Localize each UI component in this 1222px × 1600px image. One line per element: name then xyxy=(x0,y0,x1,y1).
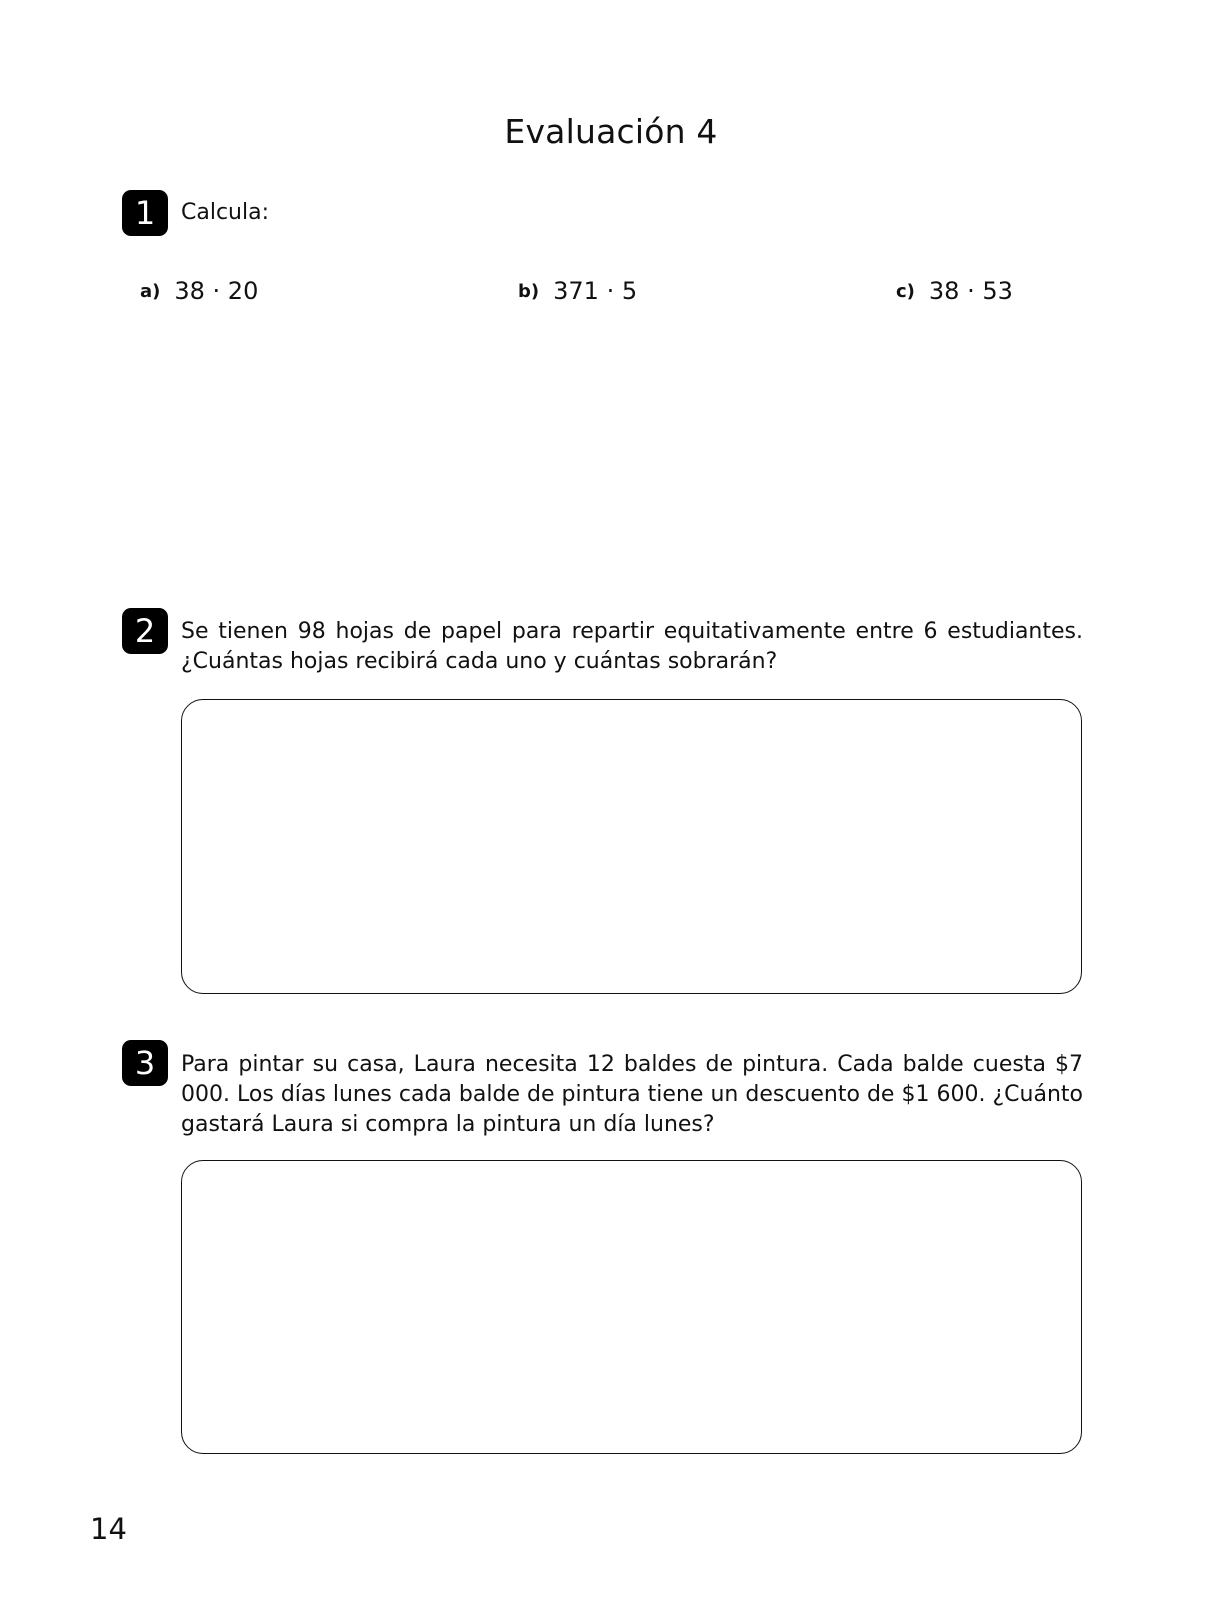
item-label: a) xyxy=(140,281,161,302)
question-prompt: Se tienen 98 hojas de papel para repartir equitativamente entre 6 estudiantes. ¿Cuántas hojas recibirá cada uno y cuántas sobrarán? xyxy=(181,619,1083,674)
question-number-badge: 3 xyxy=(122,1040,168,1086)
item-expression: 371 · 5 xyxy=(553,277,638,305)
item-expression: 38 · 20 xyxy=(174,277,259,305)
question-number-badge: 1 xyxy=(122,190,168,236)
item-label: c) xyxy=(896,281,915,302)
answer-box[interactable] xyxy=(181,699,1082,994)
page-title: Evaluación 4 xyxy=(504,112,718,151)
answer-box[interactable] xyxy=(181,1160,1082,1454)
calc-item-b xyxy=(518,277,637,305)
question-prompt: Calcula: xyxy=(181,200,269,225)
item-expression: 38 · 53 xyxy=(928,277,1013,305)
page-number: 14 xyxy=(90,1512,127,1546)
calc-item-c xyxy=(896,277,1013,305)
item-label: b) xyxy=(518,281,540,302)
question-number-badge: 2 xyxy=(122,608,168,654)
question-prompt: Para pintar su casa, Laura necesita 12 baldes de pintura. Cada balde cuesta $7 000. Los días lunes cada balde de pintura tiene un descuento de $1 600. ¿Cuánto gastará Laura si compra la pintura un día lunes? xyxy=(181,1052,1083,1137)
calc-item-a xyxy=(140,277,258,305)
